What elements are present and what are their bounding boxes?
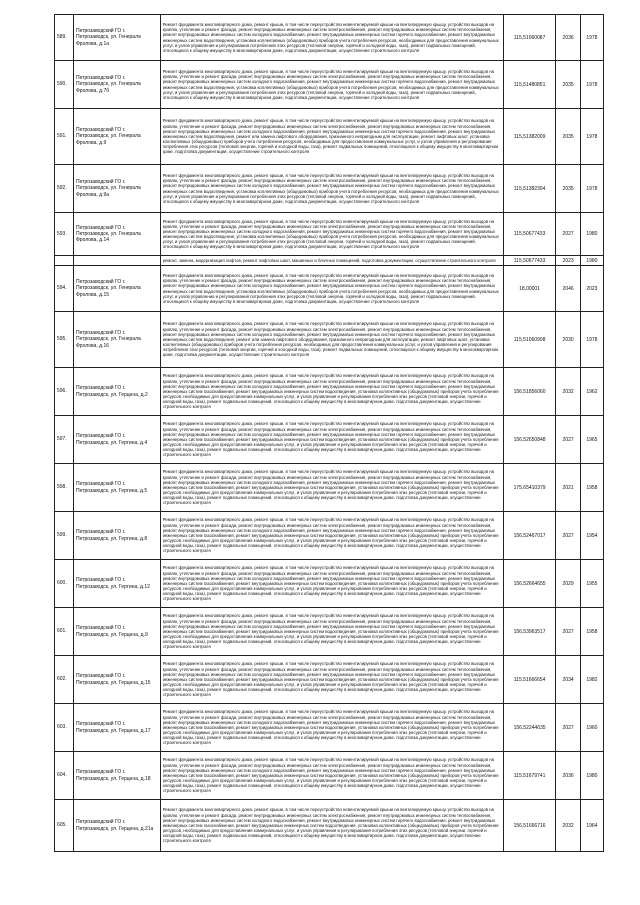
build-year-cell: 1978 (580, 61, 603, 109)
works-description-text: Ремонт фундамента многоквартирного дома, ремонт крыши, в том числе переустройство невентилируемой крыши на вентилируемую крышу, устройство выходов на кровлю, утепление и ремонт фасада, ремонт внутридомовых инженерных систем электроснабжения, ремонт внутридомовых инженерных систем теплоснабжения, ремонт внутридомовых инженерных систем холодного водоснабжения, ремонт внутридомовых инженерных систем горячего водоснабжения, ремонт внутридомовых инженерных систем газоснабжения, ремонт внутридомовых инженерных систем водоотведения, установка коллективных (общедомовых) приборов учета потребления ресурсов, необходимых для предоставления коммунальных услуг, и узлов управления и регулирования потребления этих ресурсов (тепловой энергии, горячей и холодной воды, газа), ремонт подвальных помещений, относящихся к общему имуществу в многоквартирном доме, подготовка документации, осуществление строительного контроля (162, 373, 499, 410)
works-description-text: Ремонт фундамента многоквартирного дома, ремонт крыши, в том числе переустройство невентилируемой крыши на вентилируемую крышу, устройство выходов на кровлю, утепление и ремонт фасада, ремонт внутридомовых инженерных систем электроснабжения, ремонт внутридомовых инженерных систем теплоснабжения, ремонт внутридомовых инженерных систем холодного водоснабжения, ремонт внутридомовых инженерных систем горячего водоснабжения, ремонт внутридомовых инженерных систем газоснабжения, ремонт внутридомовых инженерных систем водоотведения, установка коллективных (общедомовых) приборов учета потребления ресурсов, необходимых для предоставления коммунальных услуг, и узлов управления и регулирования потребления этих ресурсов (тепловой энергии, горячей и холодной воды, газа), ремонт подвальных помещений, относящихся к общему имуществу в многоквартирном доме, подготовка документации, осуществление строительного контроля (162, 517, 499, 554)
address-cell: Петрозаводский ГО г. Петрозаводск, ул. Герцена, д.21а (74, 800, 161, 852)
table-row (55, 656, 604, 704)
planned-year-cell: 2034 (556, 656, 580, 704)
works-description-text: Ремонт фундамента многоквартирного дома, ремонт крыши, в том числе переустройство невентилируемой крыши на вентилируемую крышу, устройство выходов на кровлю, утепление и ремонт фасада, ремонт внутридомовых инженерных систем электроснабжения, ремонт внутридомовых инженерных систем теплоснабжения, ремонт внутридомовых инженерных систем холодного водоснабжения, ремонт внутридомовых инженерных систем горячего водоснабжения, ремонт внутридомовых инженерных систем водоотведения, ремонт или замена лифтового оборудования, признанного непригодным для эксплуатации, ремонт лифтовых шахт, установка коллективных (общедомовых) приборов учета потребления ресурсов, необходимых для предоставления коммунальных услуг, и узлов управления и регулирования потребления этих ресурсов (тепловой энергии, горячей и холодной воды, газа), ремонт подвальных помещений, относящихся к общему имуществу в многоквартирном доме, подготовка документации, осуществление строительного контроля (162, 118, 499, 155)
build-year-cell: 1980 (580, 752, 603, 800)
works-description-cell (160, 256, 503, 266)
address-cell: Петрозаводский ГО г. Петрозаводск, ул. Генерала Фролова, д.15 (74, 266, 161, 312)
build-year-cell: 1958 (580, 608, 603, 656)
planned-year-cell: 2027 (556, 608, 580, 656)
address-cell: Петрозаводский ГО г. Петрозаводск, ул. Герцена, д.9 (74, 608, 161, 656)
build-year-cell: 1982 (580, 656, 603, 704)
unit-cost-cell: 156,52467017 (503, 512, 556, 560)
works-description-cell (160, 800, 503, 852)
table-row (55, 15, 604, 61)
build-year-cell: 1978 (580, 165, 603, 213)
address-cell: Петрозаводский ГО г. Петрозаводск, ул. Гертина, д.5 (74, 464, 161, 512)
unit-cost-cell: 156,51856060 (503, 368, 556, 416)
address-cell: Петрозаводский ГО г. Петрозаводск, ул. Генерала Фролова, д.9а (74, 165, 161, 213)
works-description-cell (160, 560, 503, 608)
build-year-cell: 1978 (580, 312, 603, 368)
works-description-text: Ремонт фундамента многоквартирного дома, ремонт крыши, в том числе переустройство невентилируемой крыши на вентилируемую крышу, устройство выходов на кровлю, утепление и ремонт фасада, ремонт внутридомовых инженерных систем электроснабжения, ремонт внутридомовых инженерных систем теплоснабжения, ремонт внутридомовых инженерных систем холодного водоснабжения, ремонт внутридомовых инженерных систем горячего водоснабжения, ремонт внутридомовых инженерных систем газоснабжения, ремонт внутридомовых инженерных систем водоотведения, установка коллективных (общедомовых) приборов учета потребления ресурсов, необходимых для предоставления коммунальных услуг, и узлов управления и регулирования потребления этих ресурсов (тепловой энергии, горячей и холодной воды, газа), ремонт подвальных помещений, относящихся к общему имуществу в многоквартирном доме, подготовка документации, осуществление строительного контроля (162, 709, 499, 746)
works-description-cell (160, 464, 503, 512)
table-row (55, 368, 604, 416)
works-description-cell (160, 608, 503, 656)
unit-cost-cell: 156,52664655 (503, 560, 556, 608)
unit-cost-cell: 156,52244635 (503, 704, 556, 752)
works-description-text: Ремонт фундамента многоквартирного дома, ремонт крыши, в том числе переустройство невентилируемой крыши на вентилируемую крышу, устройство выходов на кровлю, утепление и ремонт фасада, ремонт внутридомовых инженерных систем электроснабжения, ремонт внутридомовых инженерных систем теплоснабжения, ремонт внутридомовых инженерных систем холодного водоснабжения, ремонт внутридомовых инженерных систем горячего водоснабжения, ремонт внутридомовых инженерных систем водоотведения, установка коллективных (общедомовых) приборов учета потребления ресурсов, необходимых для предоставления коммунальных услуг, и узлов управления и регулирования потребления этих ресурсов (тепловой энергии, горячей и холодной воды, газа), ремонт подвальных помещений, относящихся к общему имуществу в многоквартирном доме, подготовка документации, осуществление строительного контроля (162, 173, 499, 204)
table-row (55, 800, 604, 852)
row-number-cell: 601. (55, 608, 74, 656)
table-row (55, 512, 604, 560)
works-description-text: Ремонт фундамента многоквартирного дома, ремонт крыши, в том числе переустройство невентилируемой крыши на вентилируемую крышу, устройство выходов на кровлю, утепление и ремонт фасада, ремонт внутридомовых инженерных систем электроснабжения, ремонт внутридомовых инженерных систем теплоснабжения, ремонт внутридомовых инженерных систем холодного водоснабжения, ремонт внутридомовых инженерных систем горячего водоснабжения, ремонт внутридомовых инженерных систем водоотведения, ремонт или замена лифтового оборудования, признанного непригодным для эксплуатации, ремонт лифтовых шахт, установка коллективных (общедомовых) приборов учета потребления ресурсов, необходимых для предоставления коммунальных услуг, и узлов управления и регулирования потребления этих ресурсов (тепловой энергии, горячей и холодной воды, газа), ремонт подвальных помещений, относящихся к общему имуществу в многоквартирном доме, подготовка документации, осуществление строительного контроля (162, 321, 499, 358)
planned-year-cell: 2035 (556, 61, 580, 109)
row-number-cell: 595. (55, 312, 74, 368)
works-description-text: Ремонт фундамента многоквартирного дома, ремонт крыши, в том числе переустройство невентилируемой крыши на вентилируемую крышу, устройство выходов на кровлю, утепление и ремонт фасада, ремонт внутридомовых инженерных систем электроснабжения, ремонт внутридомовых инженерных систем теплоснабжения, ремонт внутридомовых инженерных систем холодного водоснабжения, ремонт внутридомовых инженерных систем горячего водоснабжения, ремонт внутридомовых инженерных систем газоснабжения, ремонт внутридомовых инженерных систем водоотведения, установка коллективных (общедомовых) приборов учета потребления ресурсов, необходимых для предоставления коммунальных услуг, и узлов управления и регулирования потребления этих ресурсов (тепловой энергии, горячей и холодной воды, газа), ремонт подвальных помещений, относящихся к общему имуществу в многоквартирном доме, подготовка документации, осуществление строительного контроля (162, 469, 499, 506)
unit-cost-cell: 115,51480851 (503, 61, 556, 109)
works-description-text: Ремонт фундамента многоквартирного дома, ремонт крыши, в том числе переустройство невентилируемой крыши на вентилируемую крышу, устройство выходов на кровлю, утепление и ремонт фасада, ремонт внутридомовых инженерных систем электроснабжения, ремонт внутридомовых инженерных систем теплоснабжения, ремонт внутридомовых инженерных систем холодного водоснабжения, ремонт внутридомовых инженерных систем горячего водоснабжения, ремонт внутридомовых инженерных систем газоснабжения, ремонт внутридомовых инженерных систем водоотведения, установка коллективных (общедомовых) приборов учета потребления ресурсов, необходимых для предоставления коммунальных услуг, и узлов управления и регулирования потребления этих ресурсов (тепловой энергии, горячей и холодной воды, газа), ремонт подвальных помещений, относящихся к общему имуществу в многоквартирном доме, подготовка документации, осуществление строительного контроля (162, 421, 499, 458)
build-year-cell: 1965 (580, 416, 603, 464)
address-cell: Петрозаводский ГО г. Петрозаводск, ул. Гертина, д.12 (74, 560, 161, 608)
unit-cost-cell: 115,50677433 (503, 256, 556, 266)
address-cell: Петрозаводский ГО г. Петрозаводск, ул. Генерала Фролова, д.9 (74, 109, 161, 165)
table-row (55, 109, 604, 165)
capital-repair-register-table (54, 14, 604, 852)
works-description-cell (160, 109, 503, 165)
unit-cost-cell: 156,53963517 (503, 608, 556, 656)
address-cell: Петрозаводский ГО г. Петрозаводск, ул. Гертина, д.4 (74, 416, 161, 464)
build-year-cell: 1980 (580, 213, 603, 256)
planned-year-cell: 2027 (556, 512, 580, 560)
works-description-text: Ремонт фундамента многоквартирного дома, ремонт крыши, в том числе переустройство невентилируемой крыши на вентилируемую крышу, устройство выходов на кровлю, утепление и ремонт фасада, ремонт внутридомовых инженерных систем электроснабжения, ремонт внутридомовых инженерных систем теплоснабжения, ремонт внутридомовых инженерных систем холодного водоснабжения, ремонт внутридомовых инженерных систем горячего водоснабжения, ремонт внутридомовых инженерных систем газоснабжения, ремонт внутридомовых инженерных систем водоотведения, установка коллективных (общедомовых) приборов учета потребления ресурсов, необходимых для предоставления коммунальных услуг, и узлов управления и регулирования потребления этих ресурсов (тепловой энергии, горячей и холодной воды, газа), ремонт подвальных помещений, относящихся к общему имуществу в многоквартирном доме, подготовка документации, осуществление строительного контроля (162, 807, 499, 844)
works-description-cell (160, 656, 503, 704)
table-row (55, 608, 604, 656)
planned-year-cell: 2036 (556, 752, 580, 800)
planned-year-cell: 2035 (556, 109, 580, 165)
row-number-cell: 594. (55, 266, 74, 312)
unit-cost-cell: 115,51666654 (503, 656, 556, 704)
works-description-cell (160, 704, 503, 752)
unit-cost-cell: 115,51679741 (503, 752, 556, 800)
build-year-cell: 1978 (580, 109, 603, 165)
table-row (55, 752, 604, 800)
works-description-cell (160, 266, 503, 312)
build-year-cell: 1960 (580, 704, 603, 752)
address-cell: Петрозаводский ГО г. Петрозаводск, ул. Герцена, д.18 (74, 752, 161, 800)
address-cell: Петрозаводский ГО г. Петрозаводск, ул. Гертина, д.8 (74, 512, 161, 560)
address-cell (74, 256, 161, 266)
table-row (55, 464, 604, 512)
address-cell: Петрозаводский ГО г. Петрозаводск, ул. Генерала Фролова, д.7б (74, 61, 161, 109)
build-year-cell: 1980 (580, 256, 603, 266)
works-description-text: Ремонт фундамента многоквартирного дома, ремонт крыши, в том числе переустройство невентилируемой крыши на вентилируемую крышу, устройство выходов на кровлю, утепление и ремонт фасада, ремонт внутридомовых инженерных систем электроснабжения, ремонт внутридомовых инженерных систем теплоснабжения, ремонт внутридомовых инженерных систем холодного водоснабжения, ремонт внутридомовых инженерных систем горячего водоснабжения, ремонт внутридомовых инженерных систем газоснабжения, ремонт внутридомовых инженерных систем водоотведения, установка коллективных (общедомовых) приборов учета потребления ресурсов, необходимых для предоставления коммунальных услуг, и узлов управления и регулирования потребления этих ресурсов (тепловой энергии, горячей и холодной воды, газа), ремонт подвальных помещений, относящихся к общему имуществу в многоквартирном доме, подготовка документации, осуществление строительного контроля (162, 565, 499, 602)
planned-year-cell: 2029 (556, 560, 580, 608)
address-cell: Петрозаводский ГО г. Петрозаводск, ул. Герцена, д.2 (74, 368, 161, 416)
build-year-cell: 1978 (580, 15, 603, 61)
row-number-cell: 598. (55, 464, 74, 512)
works-description-cell (160, 512, 503, 560)
works-description-text: Ремонт фундамента многоквартирного дома, ремонт крыши, в том числе переустройство невентилируемой крыши на вентилируемую крышу, устройство выходов на кровлю, утепление и ремонт фасада, ремонт внутридомовых инженерных систем электроснабжения, ремонт внутридомовых инженерных систем теплоснабжения, ремонт внутридомовых инженерных систем холодного водоснабжения, ремонт внутридомовых инженерных систем горячего водоснабжения, ремонт внутридомовых инженерных систем водоотведения, установка коллективных (общедомовых) приборов учета потребления ресурсов, необходимых для предоставления коммунальных услуг, и узлов управления и регулирования потребления этих ресурсов (тепловой энергии, горячей и холодной воды, газа), ремонт подвальных помещений, относящихся к общему имуществу в многоквартирном доме, подготовка документации, осуществление строительного контроля (162, 69, 499, 100)
row-number-cell: 589. (55, 15, 74, 61)
planned-year-cell: 2032 (556, 800, 580, 852)
build-year-cell: 1955 (580, 560, 603, 608)
row-number-cell: 590. (55, 61, 74, 109)
works-description-text: Ремонт фундамента многоквартирного дома, ремонт крыши, в том числе переустройство невентилируемой крыши на вентилируемую крышу, устройство выходов на кровлю, утепление и ремонт фасада, ремонт внутридомовых инженерных систем электроснабжения, ремонт внутридомовых инженерных систем теплоснабжения, ремонт внутридомовых инженерных систем холодного водоснабжения, ремонт внутридомовых инженерных систем горячего водоснабжения, ремонт внутридомовых инженерных систем водоотведения, установка коллективных (общедомовых) приборов учета потребления ресурсов, необходимых для предоставления коммунальных услуг, и узлов управления и регулирования потребления этих ресурсов (тепловой энергии, горячей и холодной воды, газа), ремонт подвальных помещений, относящихся к общему имуществу в многоквартирном доме, подготовка документации, осуществление строительного контроля (162, 22, 499, 53)
table-row (55, 312, 604, 368)
address-cell: Петрозаводский ГО г. Петрозаводск, ул. Генерала Фролова, д.1а (74, 15, 161, 61)
row-number-cell: 600. (55, 560, 74, 608)
table-row (55, 61, 604, 109)
planned-year-cell: 2027 (556, 416, 580, 464)
row-number-cell: 592. (55, 165, 74, 213)
unit-cost-cell: 115,51060908 (503, 312, 556, 368)
table-row (55, 266, 604, 312)
works-description-text: Ремонт фундамента многоквартирного дома, ремонт крыши, в том числе переустройство невентилируемой крыши на вентилируемую крышу, устройство выходов на кровлю, утепление и ремонт фасада, ремонт внутридомовых инженерных систем электроснабжения, ремонт внутридомовых инженерных систем теплоснабжения, ремонт внутридомовых инженерных систем холодного водоснабжения, ремонт внутридомовых инженерных систем горячего водоснабжения, ремонт внутридомовых инженерных систем газоснабжения, ремонт внутридомовых инженерных систем водоотведения, установка коллективных (общедомовых) приборов учета потребления ресурсов, необходимых для предоставления коммунальных услуг, и узлов управления и регулирования потребления этих ресурсов (тепловой энергии, горячей и холодной воды, газа), ремонт подвальных помещений, относящихся к общему имуществу в многоквартирном доме, подготовка документации, осуществление строительного контроля (162, 661, 499, 698)
unit-cost-cell: 156,51666716 (503, 800, 556, 852)
planned-year-cell: 2027 (556, 213, 580, 256)
unit-cost-cell: 115,51382009 (503, 109, 556, 165)
table-body (55, 15, 604, 852)
row-number-cell: 605. (55, 800, 74, 852)
works-description-text: Ремонт фундамента многоквартирного дома, ремонт крыши, в том числе переустройство невентилируемой крыши на вентилируемую крышу, устройство выходов на кровлю, утепление и ремонт фасада, ремонт внутридомовых инженерных систем электроснабжения, ремонт внутридомовых инженерных систем теплоснабжения, ремонт внутридомовых инженерных систем холодного водоснабжения, ремонт внутридомовых инженерных систем горячего водоснабжения, ремонт внутридомовых инженерных систем водоотведения, установка коллективных (общедомовых) приборов учета потребления ресурсов, необходимых для предоставления коммунальных услуг, и узлов управления и регулирования потребления этих ресурсов (тепловой энергии, горячей и холодной воды, газа), ремонт подвальных помещений, относящихся к общему имуществу в многоквартирном доме, подготовка документации, осуществление строительного контроля (162, 273, 499, 304)
planned-year-cell: 2023 (556, 256, 580, 266)
table-row (55, 560, 604, 608)
build-year-cell: 1964 (580, 800, 603, 852)
build-year-cell: 1962 (580, 368, 603, 416)
row-number-cell: 591. (55, 109, 74, 165)
address-cell: Петрозаводский ГО г. Петрозаводск, ул. Герцена, д.17 (74, 704, 161, 752)
planned-year-cell: 2036 (556, 15, 580, 61)
row-number-cell (55, 256, 74, 266)
table-row (55, 416, 604, 464)
planned-year-cell: 2035 (556, 165, 580, 213)
works-description-text: Ремонт фундамента многоквартирного дома, ремонт крыши, в том числе переустройство невентилируемой крыши на вентилируемую крышу, устройство выходов на кровлю, утепление и ремонт фасада, ремонт внутридомовых инженерных систем электроснабжения, ремонт внутридомовых инженерных систем теплоснабжения, ремонт внутридомовых инженерных систем холодного водоснабжения, ремонт внутридомовых инженерных систем горячего водоснабжения, ремонт внутридомовых инженерных систем водоотведения, установка коллективных (общедомовых) приборов учета потребления ресурсов, необходимых для предоставления коммунальных услуг, и узлов управления и регулирования потребления этих ресурсов (тепловой энергии, горячей и холодной воды, газа), ремонт подвальных помещений, относящихся к общему имуществу в многоквартирном доме, подготовка документации, осуществление строительного контроля (162, 218, 499, 250)
works-description-cell (160, 15, 503, 61)
table-row (55, 704, 604, 752)
works-description-cell (160, 416, 503, 464)
row-number-cell: 593. (55, 213, 74, 256)
unit-cost-cell: 156,52650848 (503, 416, 556, 464)
planned-year-cell: 2030 (556, 312, 580, 368)
unit-cost-cell: 115,50677433 (503, 213, 556, 256)
works-description-cell (160, 368, 503, 416)
works-description-text: ремонт, замена, модернизация лифтов, ремонт лифтовых шахт, машинных и блочных помещений, подготовка документации, осуществление строительного контроля (162, 257, 496, 263)
table-row (55, 213, 604, 256)
unit-cost-cell: 175,65410379 (503, 464, 556, 512)
address-cell: Петрозаводский ГО г. Петрозаводск, ул. Герцена, д.15 (74, 656, 161, 704)
row-number-cell: 604. (55, 752, 74, 800)
works-description-cell (160, 165, 503, 213)
works-description-cell (160, 312, 503, 368)
row-number-cell: 597. (55, 416, 74, 464)
works-description-cell (160, 752, 503, 800)
planned-year-cell: 2027 (556, 704, 580, 752)
works-description-text: Ремонт фундамента многоквартирного дома, ремонт крыши, в том числе переустройство невентилируемой крыши на вентилируемую крышу, устройство выходов на кровлю, утепление и ремонт фасада, ремонт внутридомовых инженерных систем электроснабжения, ремонт внутридомовых инженерных систем теплоснабжения, ремонт внутридомовых инженерных систем холодного водоснабжения, ремонт внутридомовых инженерных систем горячего водоснабжения, ремонт внутридомовых инженерных систем газоснабжения, ремонт внутридомовых инженерных систем водоотведения, установка коллективных (общедомовых) приборов учета потребления ресурсов, необходимых для предоставления коммунальных услуг, и узлов управления и регулирования потребления этих ресурсов (тепловой энергии, горячей и холодной воды, газа), ремонт подвальных помещений, относящихся к общему имуществу в многоквартирном доме, подготовка документации, осуществление строительного контроля (162, 613, 499, 650)
address-cell: Петрозаводский ГО г. Петрозаводск, ул. Генерала Фролова, д.16 (74, 312, 161, 368)
row-number-cell: 596. (55, 368, 74, 416)
build-year-cell: 2023 (580, 266, 603, 312)
table-row (55, 165, 604, 213)
works-description-text: Ремонт фундамента многоквартирного дома, ремонт крыши, в том числе переустройство невентилируемой крыши на вентилируемую крышу, устройство выходов на кровлю, утепление и ремонт фасада, ремонт внутридомовых инженерных систем электроснабжения, ремонт внутридомовых инженерных систем теплоснабжения, ремонт внутридомовых инженерных систем холодного водоснабжения, ремонт внутридомовых инженерных систем горячего водоснабжения, ремонт внутридомовых инженерных систем газоснабжения, ремонт внутридомовых инженерных систем водоотведения, установка коллективных (общедомовых) приборов учета потребления ресурсов, необходимых для предоставления коммунальных услуг, и узлов управления и регулирования потребления этих ресурсов (тепловой энергии, горячей и холодной воды, газа), ремонт подвальных помещений, относящихся к общему имуществу в многоквартирном доме, подготовка документации, осуществление строительного контроля (162, 757, 499, 794)
address-cell: Петрозаводский ГО г. Петрозаводск, ул. Генерала Фролова, д.14 (74, 213, 161, 256)
works-description-cell (160, 61, 503, 109)
works-description-cell (160, 213, 503, 256)
planned-year-cell: 2021 (556, 464, 580, 512)
row-number-cell: 602. (55, 656, 74, 704)
planned-year-cell: 2032 (556, 368, 580, 416)
unit-cost-cell: 115,51060087 (503, 15, 556, 61)
table-row (55, 256, 604, 266)
build-year-cell: 1958 (580, 464, 603, 512)
row-number-cell: 603. (55, 704, 74, 752)
row-number-cell: 599. (55, 512, 74, 560)
planned-year-cell: 2046 (556, 266, 580, 312)
unit-cost-cell: 115,51382304 (503, 165, 556, 213)
build-year-cell: 1954 (580, 512, 603, 560)
unit-cost-cell: 18,00001 (503, 266, 556, 312)
